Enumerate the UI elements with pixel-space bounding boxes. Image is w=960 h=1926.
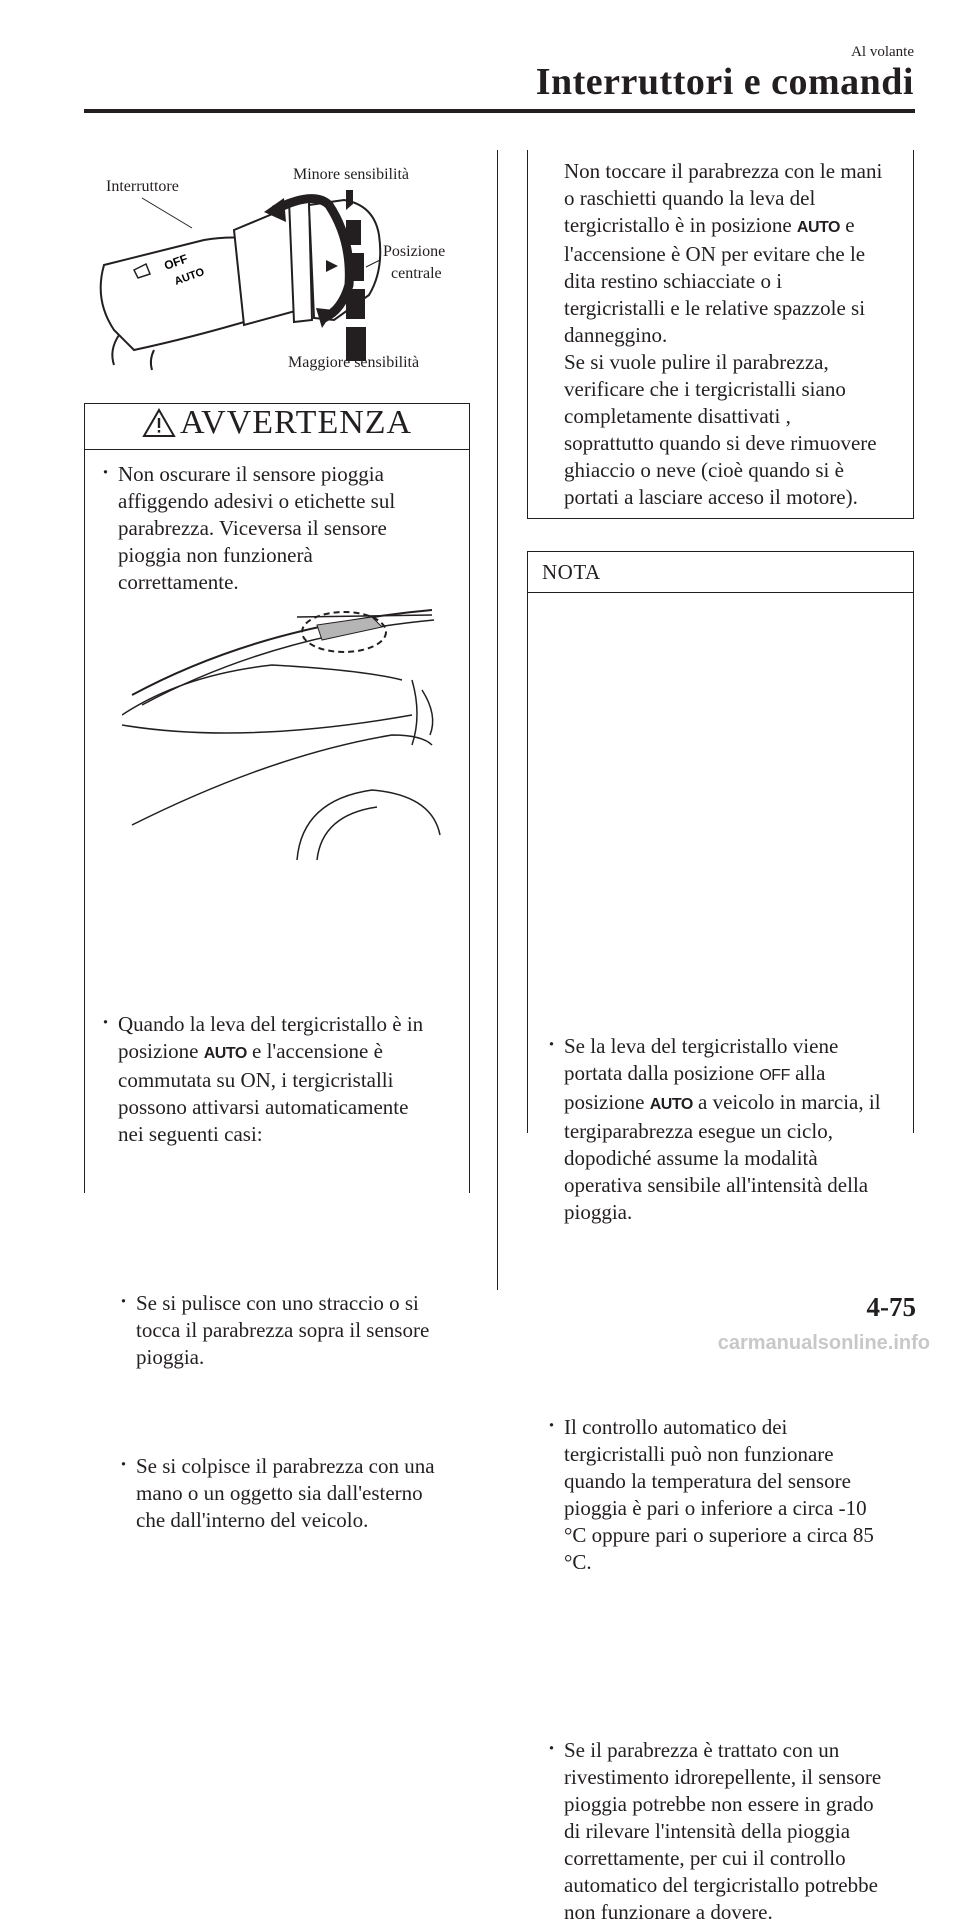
text-line: verificare che i tergicristalli siano: [564, 377, 846, 401]
section-label: Al volante: [851, 44, 914, 60]
text-line: · Se si pulisce con uno straccio o si: [136, 1291, 419, 1315]
text-line: l'accensione è ON per evitare che le: [564, 242, 866, 266]
text-fragment: alla: [795, 1061, 826, 1085]
text-line: che dall'interno del veicolo.: [136, 1508, 369, 1532]
text-line: correttamente, per cui il controllo: [564, 1846, 846, 1870]
text-line: Se si vuole pulire il parabrezza,: [564, 350, 829, 374]
warning-triangle-icon: [142, 408, 176, 438]
text-line: · Non oscurare il sensore pioggia: [118, 462, 384, 486]
right-warning-text: [564, 158, 909, 511]
text-line: dopodiché assume la modalità: [564, 1146, 818, 1170]
label-less-sensitivity: Minore sensibilità: [293, 166, 409, 183]
windshield-sensor-illustration: [122, 595, 442, 860]
text-line: tergiparabrezza esegue un ciclo,: [564, 1119, 833, 1143]
text-fragment: posizione: [564, 1090, 645, 1114]
text-line: affiggendo adesivi o etichette sul: [118, 489, 396, 513]
text-line: commutata su ON, i tergicristalli: [118, 1068, 394, 1092]
text-line: °C oppure pari o superiore a circa 85: [564, 1523, 874, 1547]
note-bullet-1: [546, 1033, 926, 1226]
text-line: soprattutto quando si deve rimuovere: [564, 431, 877, 455]
note-bullet-3: [546, 1737, 926, 1926]
text-line: pioggia non funzionerà: [118, 543, 313, 567]
text-line: di rilevare l'intensità della pioggia: [564, 1819, 851, 1843]
text-line: possono attivarsi automaticamente: [118, 1095, 409, 1119]
label-more-sensitivity: Maggiore sensibilità: [288, 354, 420, 371]
warning-bullet-2: [100, 1011, 478, 1148]
text-line: · Se si colpisce il parabrezza con una: [136, 1454, 435, 1478]
text-fragment: tergicristallo è in posizione: [564, 213, 792, 237]
text-line: danneggino.: [564, 323, 668, 347]
off-tag: OFF: [759, 1067, 790, 1084]
page-number: 4-75: [866, 1292, 916, 1322]
text-line: [564, 1089, 926, 1118]
warning-title-text: AVVERTENZA: [180, 404, 413, 441]
note-bullet-2: [546, 1414, 926, 1576]
text-fragment: e: [845, 213, 855, 237]
note-title: NOTA: [542, 560, 601, 584]
text-line: quando la temperatura del sensore: [564, 1469, 851, 1493]
text-line: · Il controllo automatico dei: [564, 1415, 788, 1439]
text-fragment: posizione: [118, 1039, 199, 1063]
auto-tag: AUTO: [649, 1096, 693, 1113]
text-line: non funzionare a dovere.: [564, 1900, 773, 1924]
text-fragment: portata dalla posizione: [564, 1061, 755, 1085]
windshield-figure: [122, 595, 442, 860]
label-center-position-2: centrale: [391, 265, 442, 282]
text-line: · Quando la leva del tergicristallo è in: [118, 1012, 424, 1036]
text-line: parabrezza. Viceversa il sensore: [118, 516, 387, 540]
text-line: °C.: [564, 1550, 592, 1574]
text-line: pioggia è pari o inferiore a circa -10: [564, 1496, 867, 1520]
text-line: Non toccare il parabrezza con le mani: [564, 159, 883, 183]
text-line: pioggia.: [564, 1200, 633, 1224]
text-line: [564, 1060, 926, 1089]
text-line: pioggia.: [136, 1345, 205, 1369]
text-line: nei seguenti casi:: [118, 1122, 263, 1146]
warning-sub-bullet-1: [118, 1290, 481, 1371]
text-line: · Se il parabrezza è trattato con un: [564, 1738, 840, 1762]
warning-title: [142, 404, 412, 442]
text-line: operativa sensibile all'intensità della: [564, 1173, 869, 1197]
text-line: o raschietti quando la leva del: [564, 186, 816, 210]
text-line: [564, 212, 909, 241]
text-line: tergicristalli e le relative spazzole si: [564, 296, 866, 320]
header-rule: [84, 109, 915, 113]
label-center-position-1: Posizione: [383, 243, 446, 260]
auto-tag: AUTO: [796, 219, 840, 236]
text-line: tergicristalli può non funzionare: [564, 1442, 834, 1466]
knob-auto-text: AUTO: [172, 265, 207, 288]
text-line: tocca il parabrezza sopra il sensore: [136, 1318, 430, 1342]
text-fragment: a veicolo in marcia, il: [698, 1090, 881, 1114]
text-line: ghiaccio o neve (cioè quando si è: [564, 458, 844, 482]
text-line: dita restino schiacciate o i: [564, 269, 783, 293]
text-line: automatico del tergicristallo potrebbe: [564, 1873, 878, 1897]
note-title-rule: [527, 592, 914, 593]
knob-off-text: OFF: [162, 251, 190, 273]
text-line: · Se la leva del tergicristallo viene: [564, 1034, 839, 1058]
text-line: pioggia potrebbe non essere in grado: [564, 1792, 874, 1816]
warning-sub-bullet-2: [118, 1453, 481, 1534]
text-line: correttamente.: [118, 570, 239, 594]
text-line: [118, 1038, 478, 1067]
warning-bullet-1: [100, 461, 478, 596]
text-line: mano o un oggetto sia dall'esterno: [136, 1481, 423, 1505]
warning-title-rule: [84, 449, 470, 450]
label-switch: Interruttore: [106, 178, 179, 195]
text-fragment: e l'accensione è: [252, 1039, 383, 1063]
column-divider: [497, 150, 498, 1290]
text-line: portati a lasciare acceso il motore).: [564, 485, 858, 509]
auto-tag: AUTO: [203, 1045, 247, 1062]
text-line: completamente disattivati ,: [564, 404, 791, 428]
text-line: rivestimento idrorepellente, il sensore: [564, 1765, 882, 1789]
footer-watermark: carmanualsonline.info: [717, 1332, 930, 1354]
page-title: Interruttori e comandi: [535, 61, 914, 103]
